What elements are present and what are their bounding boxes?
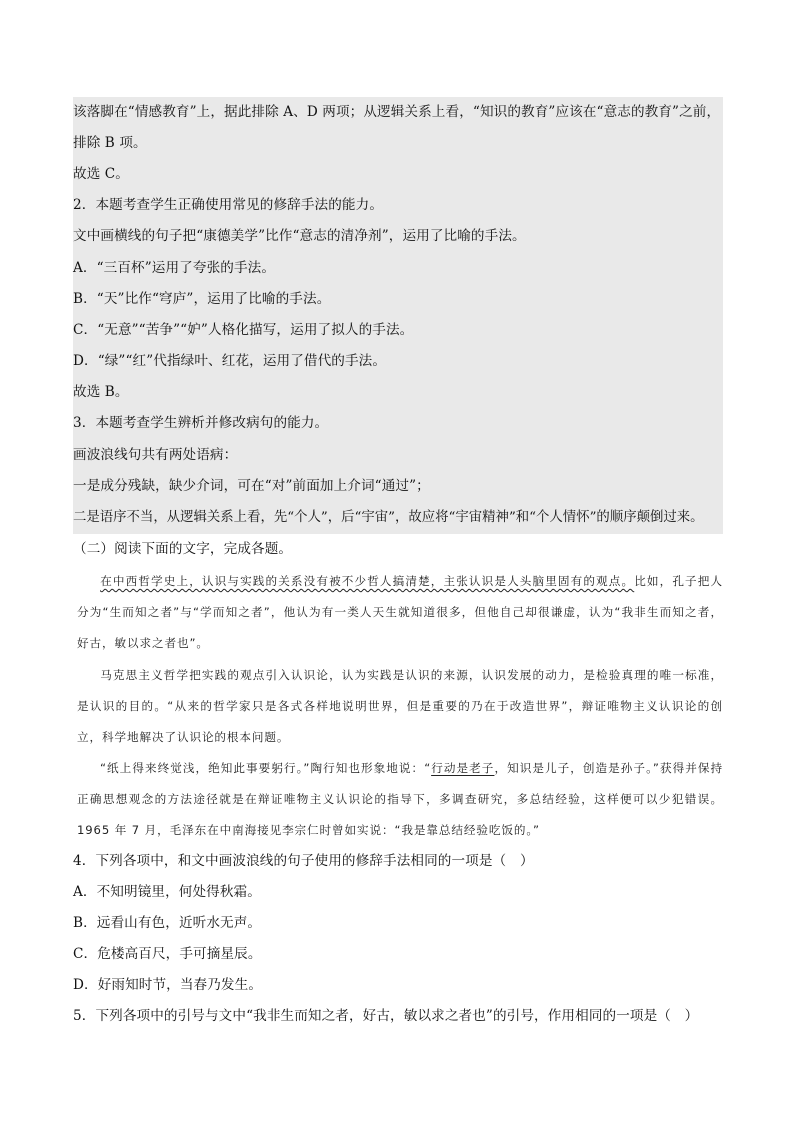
answer-line: 二是语序不当，从逻辑关系上看，先“个人”，后“宇宙”，故应将“宇宙精神”和“个人情怀”的顺序颠倒过来。 <box>73 510 704 525</box>
passage-paragraph-1 <box>77 566 723 659</box>
passage-text: 马克思主义哲学把实践的观点引入认识论，认为实践是认识的来源，认识发展的动力，是检验真理的唯一标准，是认识的目的。“从来的哲学家只是各式各样地说明世界，但是重要的乃在于改造世界”，辩证唯物主义认识论的创立，科学地解决了认识论的根本问题。 <box>77 668 723 744</box>
answer-line: 该落脚在“情感教育”上，据此排除 A、D 两项；从逻辑关系上看，“知识的教育”应该在“意志的教育”之前， <box>73 104 721 120</box>
answer-line: 故选 B。 <box>73 384 129 400</box>
answer-line: 故选 C。 <box>73 166 130 182</box>
passage-text: 比如，孔子把人分为“生而知之者”与“学而知之者”，他认为有一类人天生就知道很多，但他自己却很谦虚，认为“我非生而知之者，好古，敏以求之者也”。 <box>77 574 723 650</box>
underlined-phrase: 行动是老子 <box>431 761 495 775</box>
answer-line: 2．本题考查学生正确使用常见的修辞手法的能力。 <box>73 197 384 213</box>
question-4: 4．下列各项中，和文中画波浪线的句子使用的修辞手法相同的一项是（ ） <box>73 853 534 869</box>
passage-text: ，知识是儿子，创造是孙子。”获得并保持正确思想观念的方法途径就是在辩证唯物主义认识论的指导下，多调查研究，多总结经验，这样便可以少犯错误。1965 年 7 月，毛泽东在中南海接见李宗仁时曾如实说：“我是靠总结经验吃饭的。” <box>77 761 723 837</box>
question-4-option-b: B．远看山有色，近听水无声。 <box>73 915 262 931</box>
answer-line: A．“三百杯”运用了夸张的手法。 <box>73 260 276 276</box>
question-4-option-d: D．好雨知时节，当春乃发生。 <box>73 977 263 993</box>
answer-line: D．“绿”“红”代指绿叶、红花，运用了借代的手法。 <box>73 353 387 369</box>
question-5: 5．下列各项中的引号与文中“我非生而知之者，好古，敏以求之者也”的引号，作用相同的一项是（ ） <box>73 1008 699 1024</box>
answer-line: B．“天”比作“穹庐”，运用了比喻的手法。 <box>73 291 331 307</box>
section-heading: （二）阅读下面的文字，完成各题。 <box>73 541 293 557</box>
answer-line: 画波浪线句共有两处语病： <box>73 447 238 463</box>
answer-line: C．“无意”“苦争”“妒”人格化描写，运用了拟人的手法。 <box>73 322 414 338</box>
question-4-option-a: A．不知明镜里，何处得秋霜。 <box>73 884 261 900</box>
passage-paragraph-2 <box>77 660 723 753</box>
answer-line: 文中画横线的句子把“康德美学”比作“意志的清净剂”，运用了比喻的手法。 <box>73 228 526 244</box>
wavy-underlined-sentence: 在中西哲学史上，认识与实践的关系没有被不少哲人搞清楚，主张认识是人头脑里固有的观点。 <box>100 574 635 588</box>
passage-text: “纸上得来终觉浅，绝知此事要躬行。”陶行知也形象地说：“ <box>100 761 432 775</box>
answer-line: 一是成分残缺，缺少介词，可在“对”前面加上介词“通过”； <box>73 478 430 494</box>
answer-line: 3．本题考查学生辨析并修改病句的能力。 <box>73 415 329 431</box>
question-4-option-c: C．危楼高百尺，手可摘星辰。 <box>73 946 262 962</box>
passage-paragraph-3 <box>77 753 723 846</box>
answer-line: 排除 B 项。 <box>73 135 147 151</box>
